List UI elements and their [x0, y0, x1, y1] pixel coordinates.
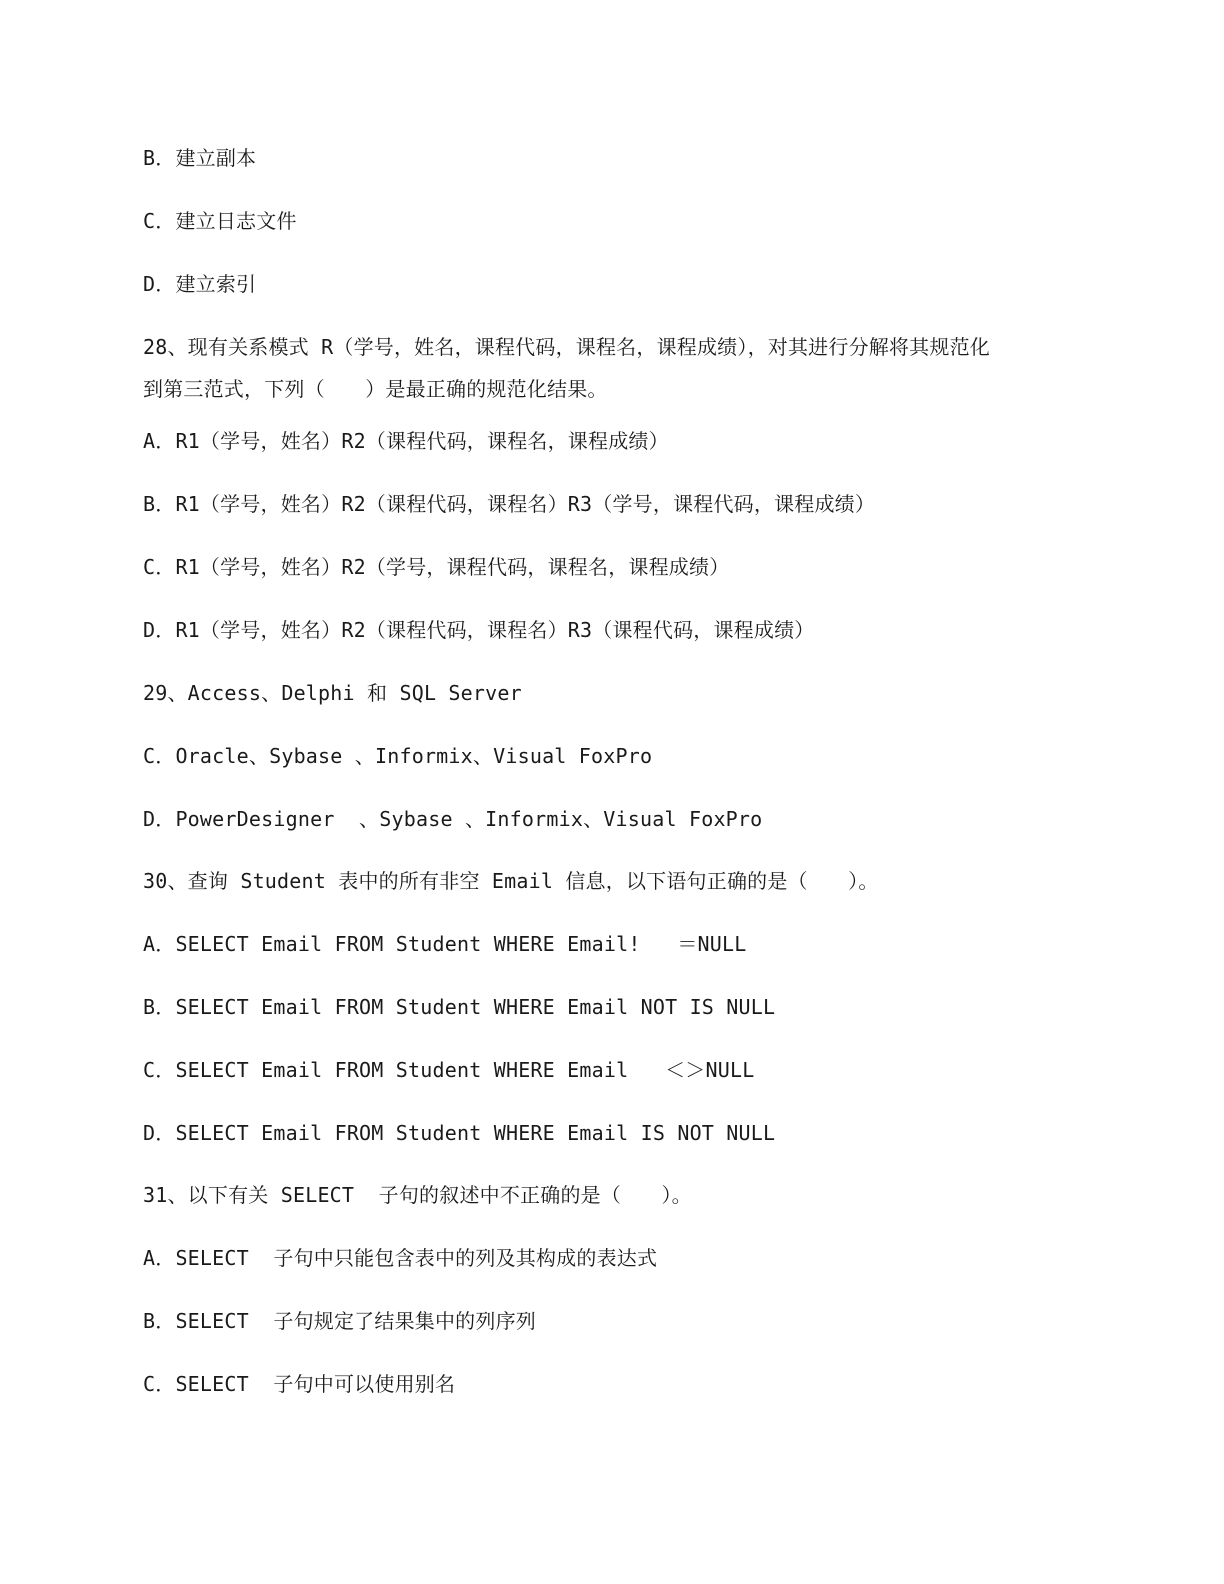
question-29-option-c: C．Oracle、Sybase 、Informix、Visual FoxPro [143, 744, 653, 768]
question-28-line-1: 28、现有关系模式 R（学号，姓名，课程代码，课程名，课程成绩），对其进行分解将其规范化 [143, 335, 990, 359]
option-c-log-file: C．建立日志文件 [143, 209, 297, 233]
question-31: 31、以下有关 SELECT 子句的叙述中不正确的是（ ）。 [143, 1183, 692, 1207]
question-28-option-b: B．R1（学号，姓名）R2（课程代码，课程名）R3（学号，课程代码，课程成绩） [143, 492, 876, 516]
option-b-backup: B．建立副本 [143, 146, 257, 170]
option-d-index: D．建立索引 [143, 272, 257, 296]
question-30-option-b: B．SELECT Email FROM Student WHERE Email NOT IS NULL [143, 995, 776, 1019]
question-31-option-a: A．SELECT 子句中只能包含表中的列及其构成的表达式 [143, 1246, 658, 1270]
question-28-option-a: A．R1（学号，姓名）R2（课程代码，课程名，课程成绩） [143, 429, 669, 453]
question-29-option-d: D．PowerDesigner 、Sybase 、Informix、Visual FoxPro [143, 807, 763, 831]
question-30-option-a: A．SELECT Email FROM Student WHERE Email! ＝NULL [143, 932, 747, 956]
question-29: 29、Access、Delphi 和 SQL Server [143, 681, 522, 705]
question-31-option-b: B．SELECT 子句规定了结果集中的列序列 [143, 1309, 536, 1333]
question-28-option-c: C．R1（学号，姓名）R2（学号，课程代码，课程名，课程成绩） [143, 555, 730, 579]
question-30-option-c: C．SELECT Email FROM Student WHERE Email ＜＞NULL [143, 1058, 755, 1082]
question-30-option-d: D．SELECT Email FROM Student WHERE Email IS NOT NULL [143, 1121, 776, 1145]
question-31-option-c: C．SELECT 子句中可以使用别名 [143, 1372, 456, 1396]
question-28-option-d: D．R1（学号，姓名）R2（课程代码，课程名）R3（课程代码，课程成绩） [143, 618, 815, 642]
question-30: 30、查询 Student 表中的所有非空 Email 信息，以下语句正确的是（ ）。 [143, 869, 879, 893]
question-28-line-2: 到第三范式，下列（ ）是最正确的规范化结果。 [143, 377, 608, 401]
